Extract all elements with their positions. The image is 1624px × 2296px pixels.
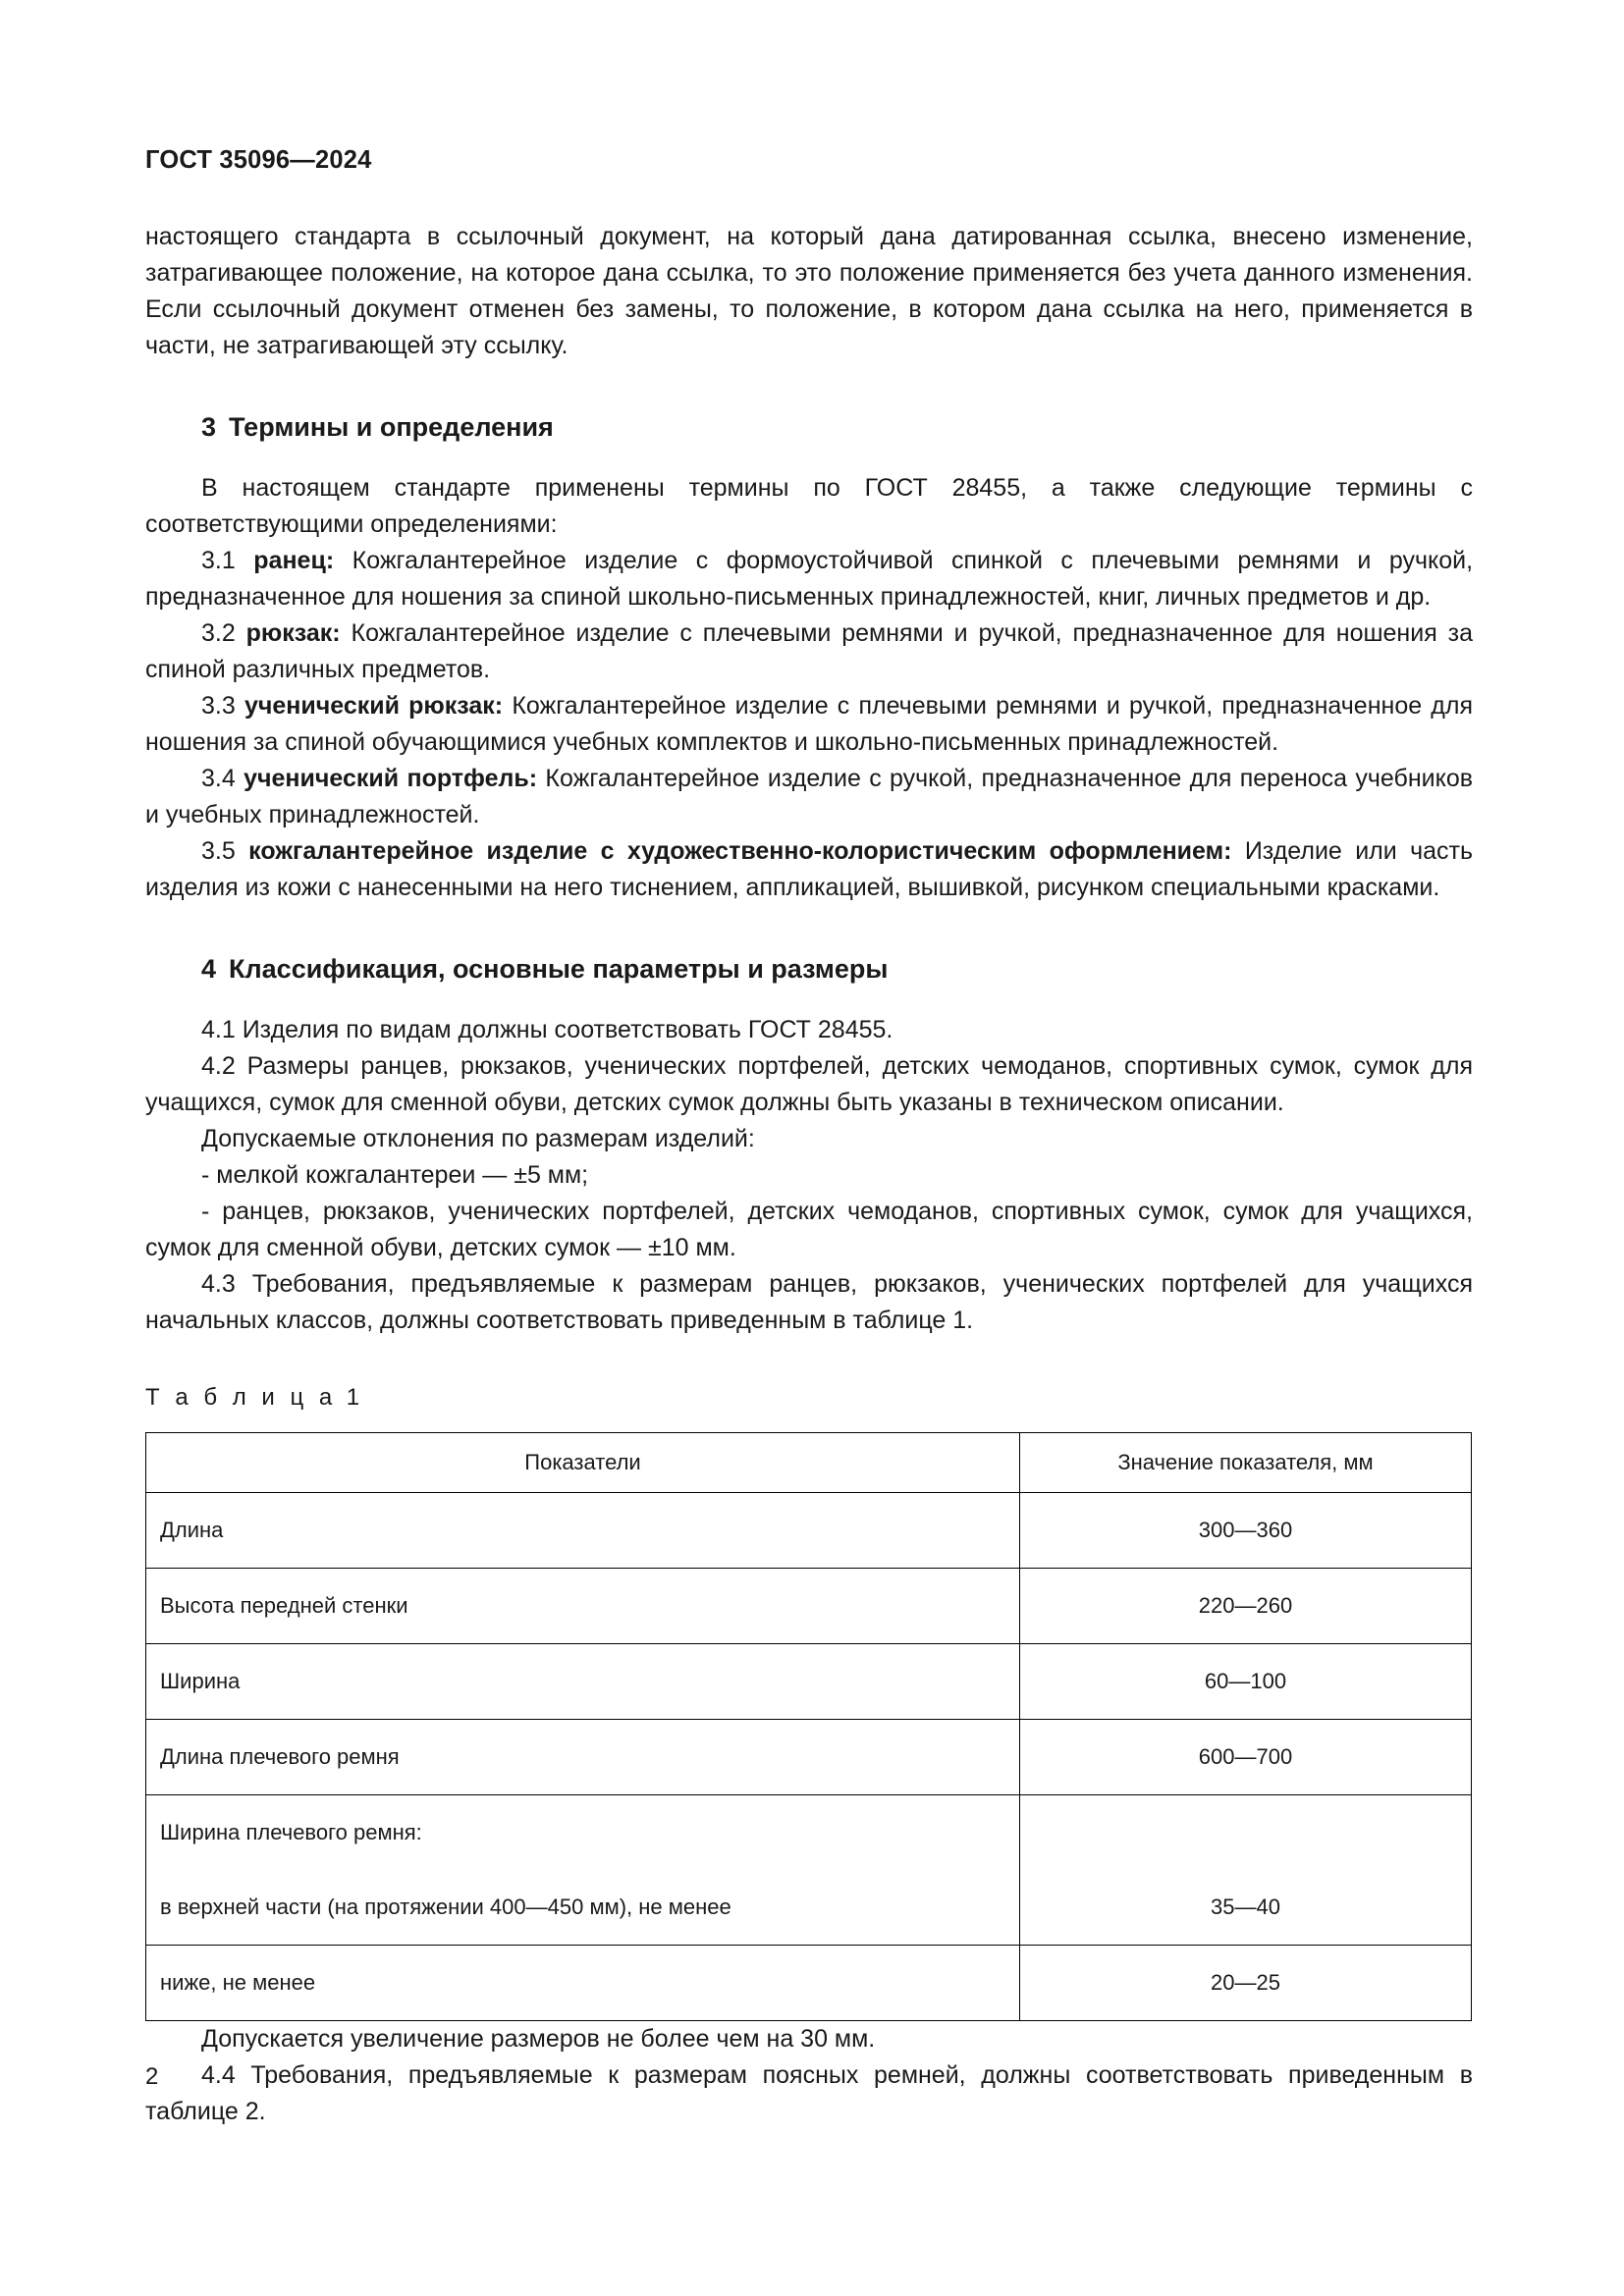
term-name: ранец: [253,546,335,574]
clause-4-2: 4.2 Размеры ранцев, рюкзаков, ученических портфелей, детских чемоданов, спортивных сумок, сумок для учащихся, сумок для сменной обуви, детских сумок должны быть указаны в техническом описании. [145,1051,1473,1116]
table-header-value: Значение показателя, мм [1020,1432,1472,1492]
term-name: ученический портфель: [244,764,538,792]
table-caption-label: Т а б л и ц а [145,1383,337,1411]
term-number: 3.2 [201,618,236,647]
table-row [146,1492,1472,1568]
term-name: рюкзак: [245,618,341,647]
table-row [146,1568,1472,1643]
page-number: 2 [145,2063,159,2090]
table-header-row [146,1432,1472,1492]
section-title: Классификация, основные параметры и размеры [229,953,889,984]
intro-paragraph: настоящего стандарта в ссылочный документ, на который дана датированная ссылка, внесено изменение, затрагивающее положение, на которое дана ссылка, то это положение применяется без учета данного изменения. Если ссылочный документ отменен без замены, то положение, в котором дана ссылка на него, применяется в части, не затрагивающей эту ссылку. [145,222,1473,359]
term-definition: Изделие или часть изделия из кожи с нанесенными на него тиснением, аппликацией, вышивкой, рисунком специальными красками. [145,836,1473,901]
clause-deviation-small-goods: - мелкой кожгалантереи — ±5 мм; [201,1160,589,1189]
table-caption-number: 1 [346,1383,360,1411]
table-row [146,1719,1472,1794]
table-cell-indicator: Длина [146,1492,1020,1568]
term-3-3 [145,688,1473,761]
section-title: Термины и определения [229,411,554,442]
table-cell-value: 220—260 [1020,1568,1472,1643]
table-cell-indicator: Ширина плечевого ремня: [146,1794,1020,1870]
table-row [146,1643,1472,1719]
term-name: кожгалантерейное изделие с художественно-колористическим оформлением: [248,836,1232,865]
table-cell-indicator: Длина плечевого ремня [146,1719,1020,1794]
term-number: 3.5 [201,836,236,865]
term-number: 3.3 [201,691,236,720]
term-definition: Кожгалантерейное изделие с плечевыми ремнями и ручкой, предназначенное для ношения за спиной различных предметов. [145,618,1473,683]
running-header: ГОСТ 35096—2024 [145,146,372,174]
table-cell-indicator: Ширина [146,1643,1020,1719]
table-cell-indicator: в верхней части (на протяжении 400—450 мм), не менее [146,1870,1020,1946]
table-header-indicator: Показатели [146,1432,1020,1492]
clause-4-3: 4.3 Требования, предъявляемые к размерам ранцев, рюкзаков, ученических портфелей для учащихся начальных классов, должны соответствовать приведенным в таблице 1. [145,1269,1473,1334]
table-cell-value: 35—40 [1020,1870,1472,1946]
term-number: 3.1 [201,546,236,574]
clause-deviations-lead: Допускаемые отклонения по размерам изделий: [201,1124,755,1152]
term-number: 3.4 [201,764,236,792]
table-row-group-header [146,1794,1472,1870]
table-cell-value: 600—700 [1020,1719,1472,1794]
section-number: 3 [201,411,217,442]
clause-4-1: 4.1 Изделия по видам должны соответствовать ГОСТ 28455. [201,1015,893,1043]
table-1 [145,1432,1472,2021]
clause-deviation-bags: - ранцев, рюкзаков, ученических портфелей, детских чемоданов, спортивных сумок, сумок для учащихся, сумок для сменной обуви, детских сумок — ±10 мм. [145,1197,1473,1261]
table-cell-indicator: ниже, не менее [146,1945,1020,2020]
term-3-1 [145,543,1473,615]
section-heading-4 [145,952,1473,987]
table-row [146,1945,1472,2020]
section-number: 4 [201,953,217,984]
term-definition: Кожгалантерейное изделие с ручкой, предназначенное для переноса учебников и учебных принадлежностей. [145,764,1474,828]
table-cell-value [1020,1794,1472,1870]
clause-size-increase: Допускается увеличение размеров не более чем на 30 мм. [201,2024,876,2053]
clause-4-4: 4.4 Требования, предъявляемые к размерам поясных ремней, должны соответствовать приведенным в таблице 2. [145,2060,1473,2125]
term-3-4 [145,761,1473,833]
term-name: ученический рюкзак: [244,691,504,720]
term-3-5 [145,833,1473,906]
term-definition: Кожгалантерейное изделие с формоустойчивой спинкой с плечевыми ремнями и ручкой, предназначенное для ношения за спиной школьно-письменных принадлежностей, книг, личных предметов и др. [145,546,1474,611]
table-row [146,1870,1472,1946]
section3-lead-paragraph: В настоящем стандарте применены термины по ГОСТ 28455, а также следующие термины с соответствующими определениями: [145,473,1473,538]
table-cell-indicator: Высота передней стенки [146,1568,1020,1643]
page-content [145,145,1473,2130]
term-definition: Кожгалантерейное изделие с плечевыми ремнями и ручкой, предназначенное для ношения за спиной обучающимися учебных комплектов и школьно-письменных принадлежностей. [145,691,1474,756]
table-cell-value: 300—360 [1020,1492,1472,1568]
table-cell-value: 60—100 [1020,1643,1472,1719]
term-3-2 [145,615,1473,688]
table-cell-value: 20—25 [1020,1945,1472,2020]
section-heading-3 [145,410,1473,445]
table-1-caption [145,1384,1473,1413]
